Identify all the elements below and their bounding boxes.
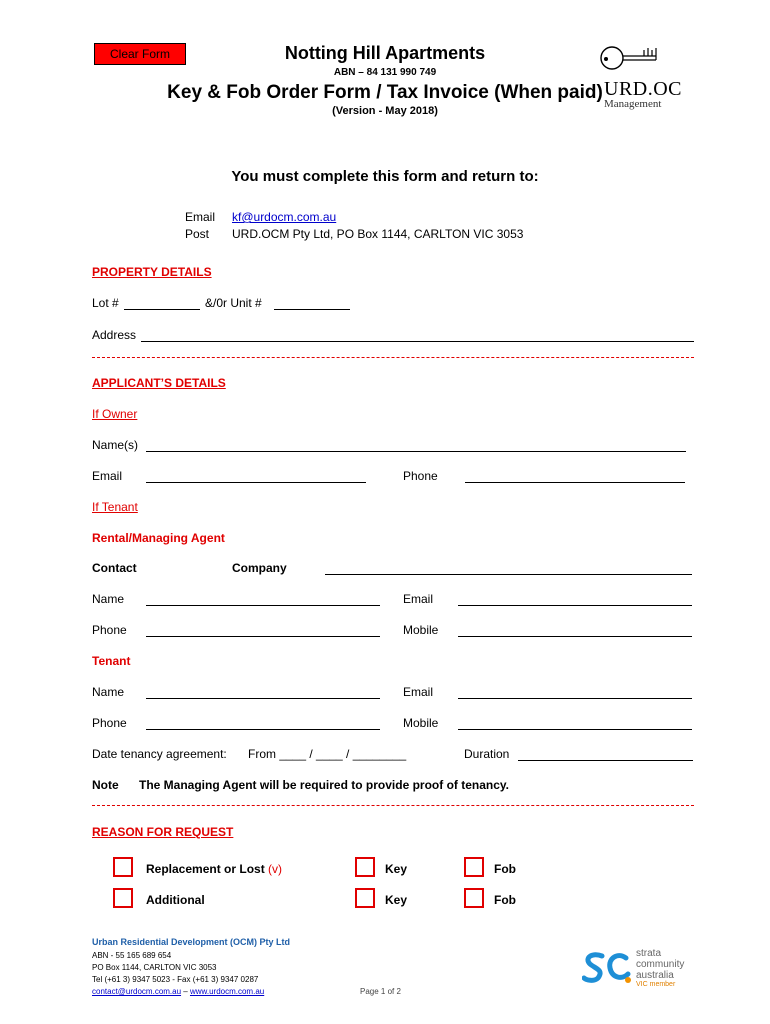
tenant-phone-field[interactable]: [146, 729, 380, 730]
abn-text: ABN – 84 131 990 749: [333, 67, 437, 78]
agent-phone-field[interactable]: [146, 636, 380, 637]
footer-dash: –: [183, 987, 188, 996]
replacement-suffix: (v): [268, 862, 283, 876]
replacement-fob-checkbox[interactable]: [464, 857, 484, 877]
agent-email-label: Email: [403, 592, 434, 606]
sca-logo: [582, 946, 712, 996]
unit-field[interactable]: [274, 309, 350, 310]
footer-company: Urban Residential Development (OCM) Pty Ltd: [92, 937, 291, 947]
additional-fob-label: Fob: [494, 893, 516, 907]
clear-form-button[interactable]: Clear Form: [94, 43, 186, 65]
if-owner-heading: If Owner: [92, 407, 138, 421]
if-tenant-heading: If Tenant: [92, 500, 138, 514]
applicant-details-heading: APPLICANT’S DETAILS: [92, 376, 226, 390]
replacement-key-checkbox[interactable]: [355, 857, 375, 877]
tenant-mobile-field[interactable]: [458, 729, 692, 730]
tenant-phone-label: Phone: [92, 716, 127, 730]
agent-name-label: Name: [92, 592, 125, 606]
tenancy-from-field[interactable]: From ____ / ____ / ________: [248, 747, 407, 761]
owner-names-field[interactable]: [146, 451, 686, 452]
return-email-link[interactable]: kf@urdocm.com.au: [232, 210, 337, 224]
tenant-name-field[interactable]: [146, 698, 380, 699]
logo-name: URD.OC: [604, 78, 683, 100]
agent-email-field[interactable]: [458, 605, 692, 606]
footer-po: PO Box 1144, CARLTON VIC 3053: [92, 963, 217, 972]
urdoc-logo: [598, 42, 708, 114]
key-icon: [598, 44, 660, 74]
footer-contact: [92, 987, 264, 996]
note-label: Note: [92, 778, 119, 792]
return-post-label: Post: [185, 227, 210, 241]
address-field[interactable]: [141, 341, 694, 342]
replacement-key-label: Key: [385, 862, 408, 876]
replacement-label: [146, 862, 282, 876]
sca-line1: strata: [636, 948, 662, 959]
tenant-name-label: Name: [92, 685, 125, 699]
additional-key-checkbox[interactable]: [355, 888, 375, 908]
footer-abn: ABN - 55 165 689 654: [92, 951, 172, 960]
agent-heading: Rental/Managing Agent: [92, 531, 225, 545]
logo-subtitle: Management: [604, 98, 662, 110]
footer-tel: Tel (+61 3) 9347 5023 - Fax (+61 3) 9347 0287: [92, 975, 259, 984]
replacement-text: Replacement or Lost: [146, 862, 265, 876]
replacement-checkbox[interactable]: [113, 857, 133, 877]
tenant-email-label: Email: [403, 685, 434, 699]
return-post-address: URD.OCM Pty Ltd, PO Box 1144, CARLTON VIC 3053: [232, 227, 524, 241]
tenancy-date-label: Date tenancy agreement:: [92, 747, 227, 761]
reason-heading: REASON FOR REQUEST: [92, 825, 234, 839]
section-divider: [92, 357, 694, 358]
sca-line2: community: [636, 959, 685, 970]
agent-phone-label: Phone: [92, 623, 127, 637]
lot-field[interactable]: [124, 309, 200, 310]
agent-name-field[interactable]: [146, 605, 380, 606]
page-title: Notting Hill Apartments: [284, 43, 486, 63]
note-text: The Managing Agent will be required to provide proof of tenancy.: [139, 778, 510, 792]
version-text: (Version - May 2018): [332, 105, 438, 117]
footer-web-link[interactable]: www.urdocm.com.au: [189, 987, 265, 996]
return-email-label: Email: [185, 210, 216, 224]
sca-mark-icon: [582, 950, 634, 986]
instructions-heading: You must complete this form and return to:: [231, 168, 539, 185]
tenant-mobile-label: Mobile: [403, 716, 439, 730]
owner-phone-field[interactable]: [465, 482, 685, 483]
agent-company-label: Company: [232, 561, 287, 575]
sca-member: VIC member: [636, 981, 676, 988]
owner-names-label: Name(s): [92, 438, 139, 452]
owner-email-field[interactable]: [146, 482, 366, 483]
additional-key-label: Key: [385, 893, 408, 907]
agent-mobile-field[interactable]: [458, 636, 692, 637]
owner-phone-label: Phone: [403, 469, 438, 483]
replacement-fob-label: Fob: [494, 862, 516, 876]
owner-email-label: Email: [92, 469, 123, 483]
duration-field[interactable]: [518, 760, 693, 761]
agent-mobile-label: Mobile: [403, 623, 439, 637]
additional-label: Additional: [146, 893, 205, 907]
unit-label: &/0r Unit #: [205, 296, 262, 310]
additional-checkbox[interactable]: [113, 888, 133, 908]
address-label: Address: [92, 328, 137, 342]
section-divider: [92, 805, 694, 806]
agent-contact-label: Contact: [92, 561, 137, 575]
sca-line3: australia: [636, 970, 674, 981]
duration-label: Duration: [464, 747, 510, 761]
tenant-heading: Tenant: [92, 654, 131, 668]
additional-fob-checkbox[interactable]: [464, 888, 484, 908]
footer-email-link[interactable]: contact@urdocm.com.au: [92, 987, 182, 996]
lot-label: Lot #: [92, 296, 119, 310]
sca-wordmark: [636, 948, 684, 981]
tenant-email-field[interactable]: [458, 698, 692, 699]
page-number: Page 1 of 2: [360, 987, 401, 996]
agent-company-field[interactable]: [325, 574, 692, 575]
form-title: Key & Fob Order Form / Tax Invoice (When paid): [167, 82, 603, 103]
property-details-heading: PROPERTY DETAILS: [92, 265, 212, 279]
